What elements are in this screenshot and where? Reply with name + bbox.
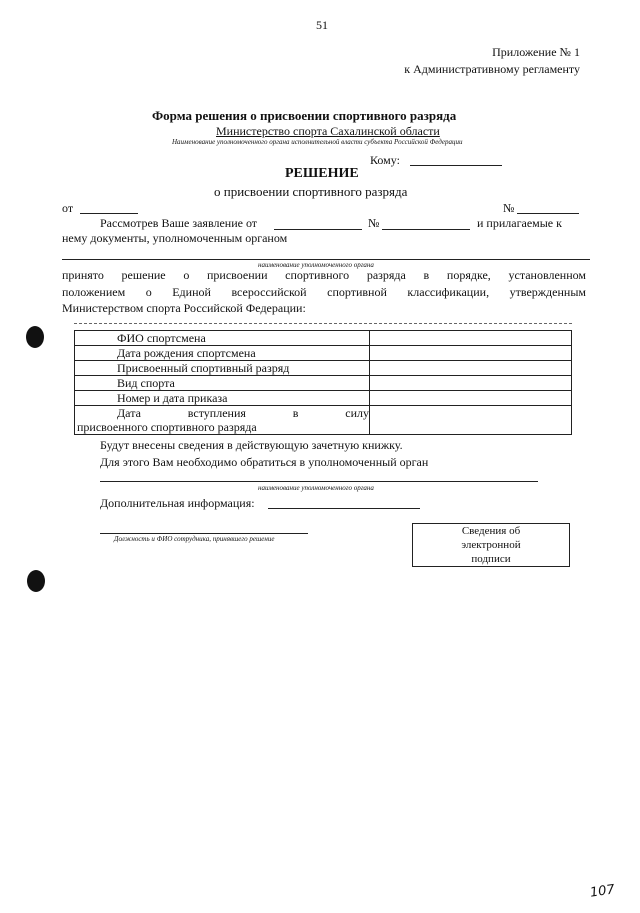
table-row: [75, 406, 572, 435]
application-number-line: [382, 229, 470, 230]
contact-note: Для этого Вам необходимо обратиться в уполномоченный орган: [100, 455, 429, 469]
table-row: [75, 331, 572, 346]
application-date-line: [274, 229, 362, 230]
additional-info-line: [268, 508, 420, 509]
effective-date-label-line-1: Дата вступления в силу: [117, 406, 369, 420]
signature-box-line-1: Сведения об: [461, 525, 521, 537]
punch-hole-top: [26, 326, 44, 348]
table-row-value: [370, 346, 572, 361]
intro-part-2: №: [368, 216, 380, 230]
signatory-line: [100, 533, 308, 534]
table-row-value: [370, 406, 572, 435]
authority-line-2: [100, 481, 538, 482]
table-row-value: [370, 391, 572, 406]
to-label: Кому:: [370, 153, 400, 167]
intro-part-1: Рассмотрев Ваше заявление от: [100, 216, 258, 230]
page-number: 51: [316, 18, 328, 32]
table-row-label: Присвоенный спортивный разряд: [75, 361, 370, 376]
number-field-line: [517, 213, 579, 214]
electronic-signature-box: [412, 523, 570, 567]
table-row-value: [370, 331, 572, 346]
table-row-label: Дата рождения спортсмена: [75, 346, 370, 361]
table-row-label: Вид спорта: [75, 376, 370, 391]
appendix-line-1: Приложение № 1: [492, 45, 580, 59]
table-row-value: [370, 361, 572, 376]
punch-hole-bottom: [27, 570, 45, 592]
authority-caption-2: наименование уполномоченного органа: [258, 484, 374, 492]
table-top-dashes: [74, 323, 572, 324]
decision-title: РЕШЕНИЕ: [285, 166, 359, 181]
table-row: [75, 376, 572, 391]
table-row: [75, 391, 572, 406]
form-title: Форма решения о присвоении спортивного разряда: [152, 108, 457, 123]
decision-subtitle: о присвоении спортивного разряда: [214, 184, 408, 199]
ministry-name: Министерство спорта Сахалинской области: [216, 124, 440, 138]
athlete-info-table: [74, 330, 572, 435]
authority-line: [62, 259, 590, 260]
effective-date-label-line-2: присвоенного спортивного разряда: [77, 420, 257, 434]
table-row-value: [370, 376, 572, 391]
record-book-note: Будут внесены сведения в действующую зачетную книжку.: [100, 438, 403, 452]
from-date-line: [80, 213, 138, 214]
number-label: №: [503, 201, 515, 215]
ministry-caption: Наименование уполномоченного органа исполнительной власти субъекта Российской Федерации: [172, 138, 463, 146]
from-label: от: [62, 201, 74, 215]
signatory-caption: Должность и ФИО сотрудника, принявшего решение: [114, 535, 275, 543]
table-row: [75, 346, 572, 361]
decision-text-line-1: принято решение о присвоении спортивного разряда в порядке, установленном: [62, 268, 586, 282]
to-field-line: [410, 165, 502, 166]
table-row: [75, 361, 572, 376]
table-row-label: [75, 406, 370, 435]
additional-info-label: Дополнительная информация:: [100, 496, 255, 510]
signature-box-line-2: электронной: [461, 539, 521, 551]
decision-text-line-3: Министерством спорта Российской Федерации:: [62, 301, 306, 315]
intro-line-2: нему документы, уполномоченным органом: [62, 231, 288, 245]
table-row-label: ФИО спортсмена: [75, 331, 370, 346]
authority-caption: наименование уполномоченного органа: [258, 261, 374, 269]
table-row-label: Номер и дата приказа: [75, 391, 370, 406]
handwritten-page-number: 107: [589, 882, 616, 901]
signature-box-line-3: подписи: [471, 553, 511, 565]
intro-part-3: и прилагаемые к: [477, 216, 562, 230]
decision-text-line-2: положением о Единой всероссийской спортивной классификации, утвержденным: [62, 285, 586, 299]
appendix-line-2: к Административному регламенту: [404, 62, 580, 76]
